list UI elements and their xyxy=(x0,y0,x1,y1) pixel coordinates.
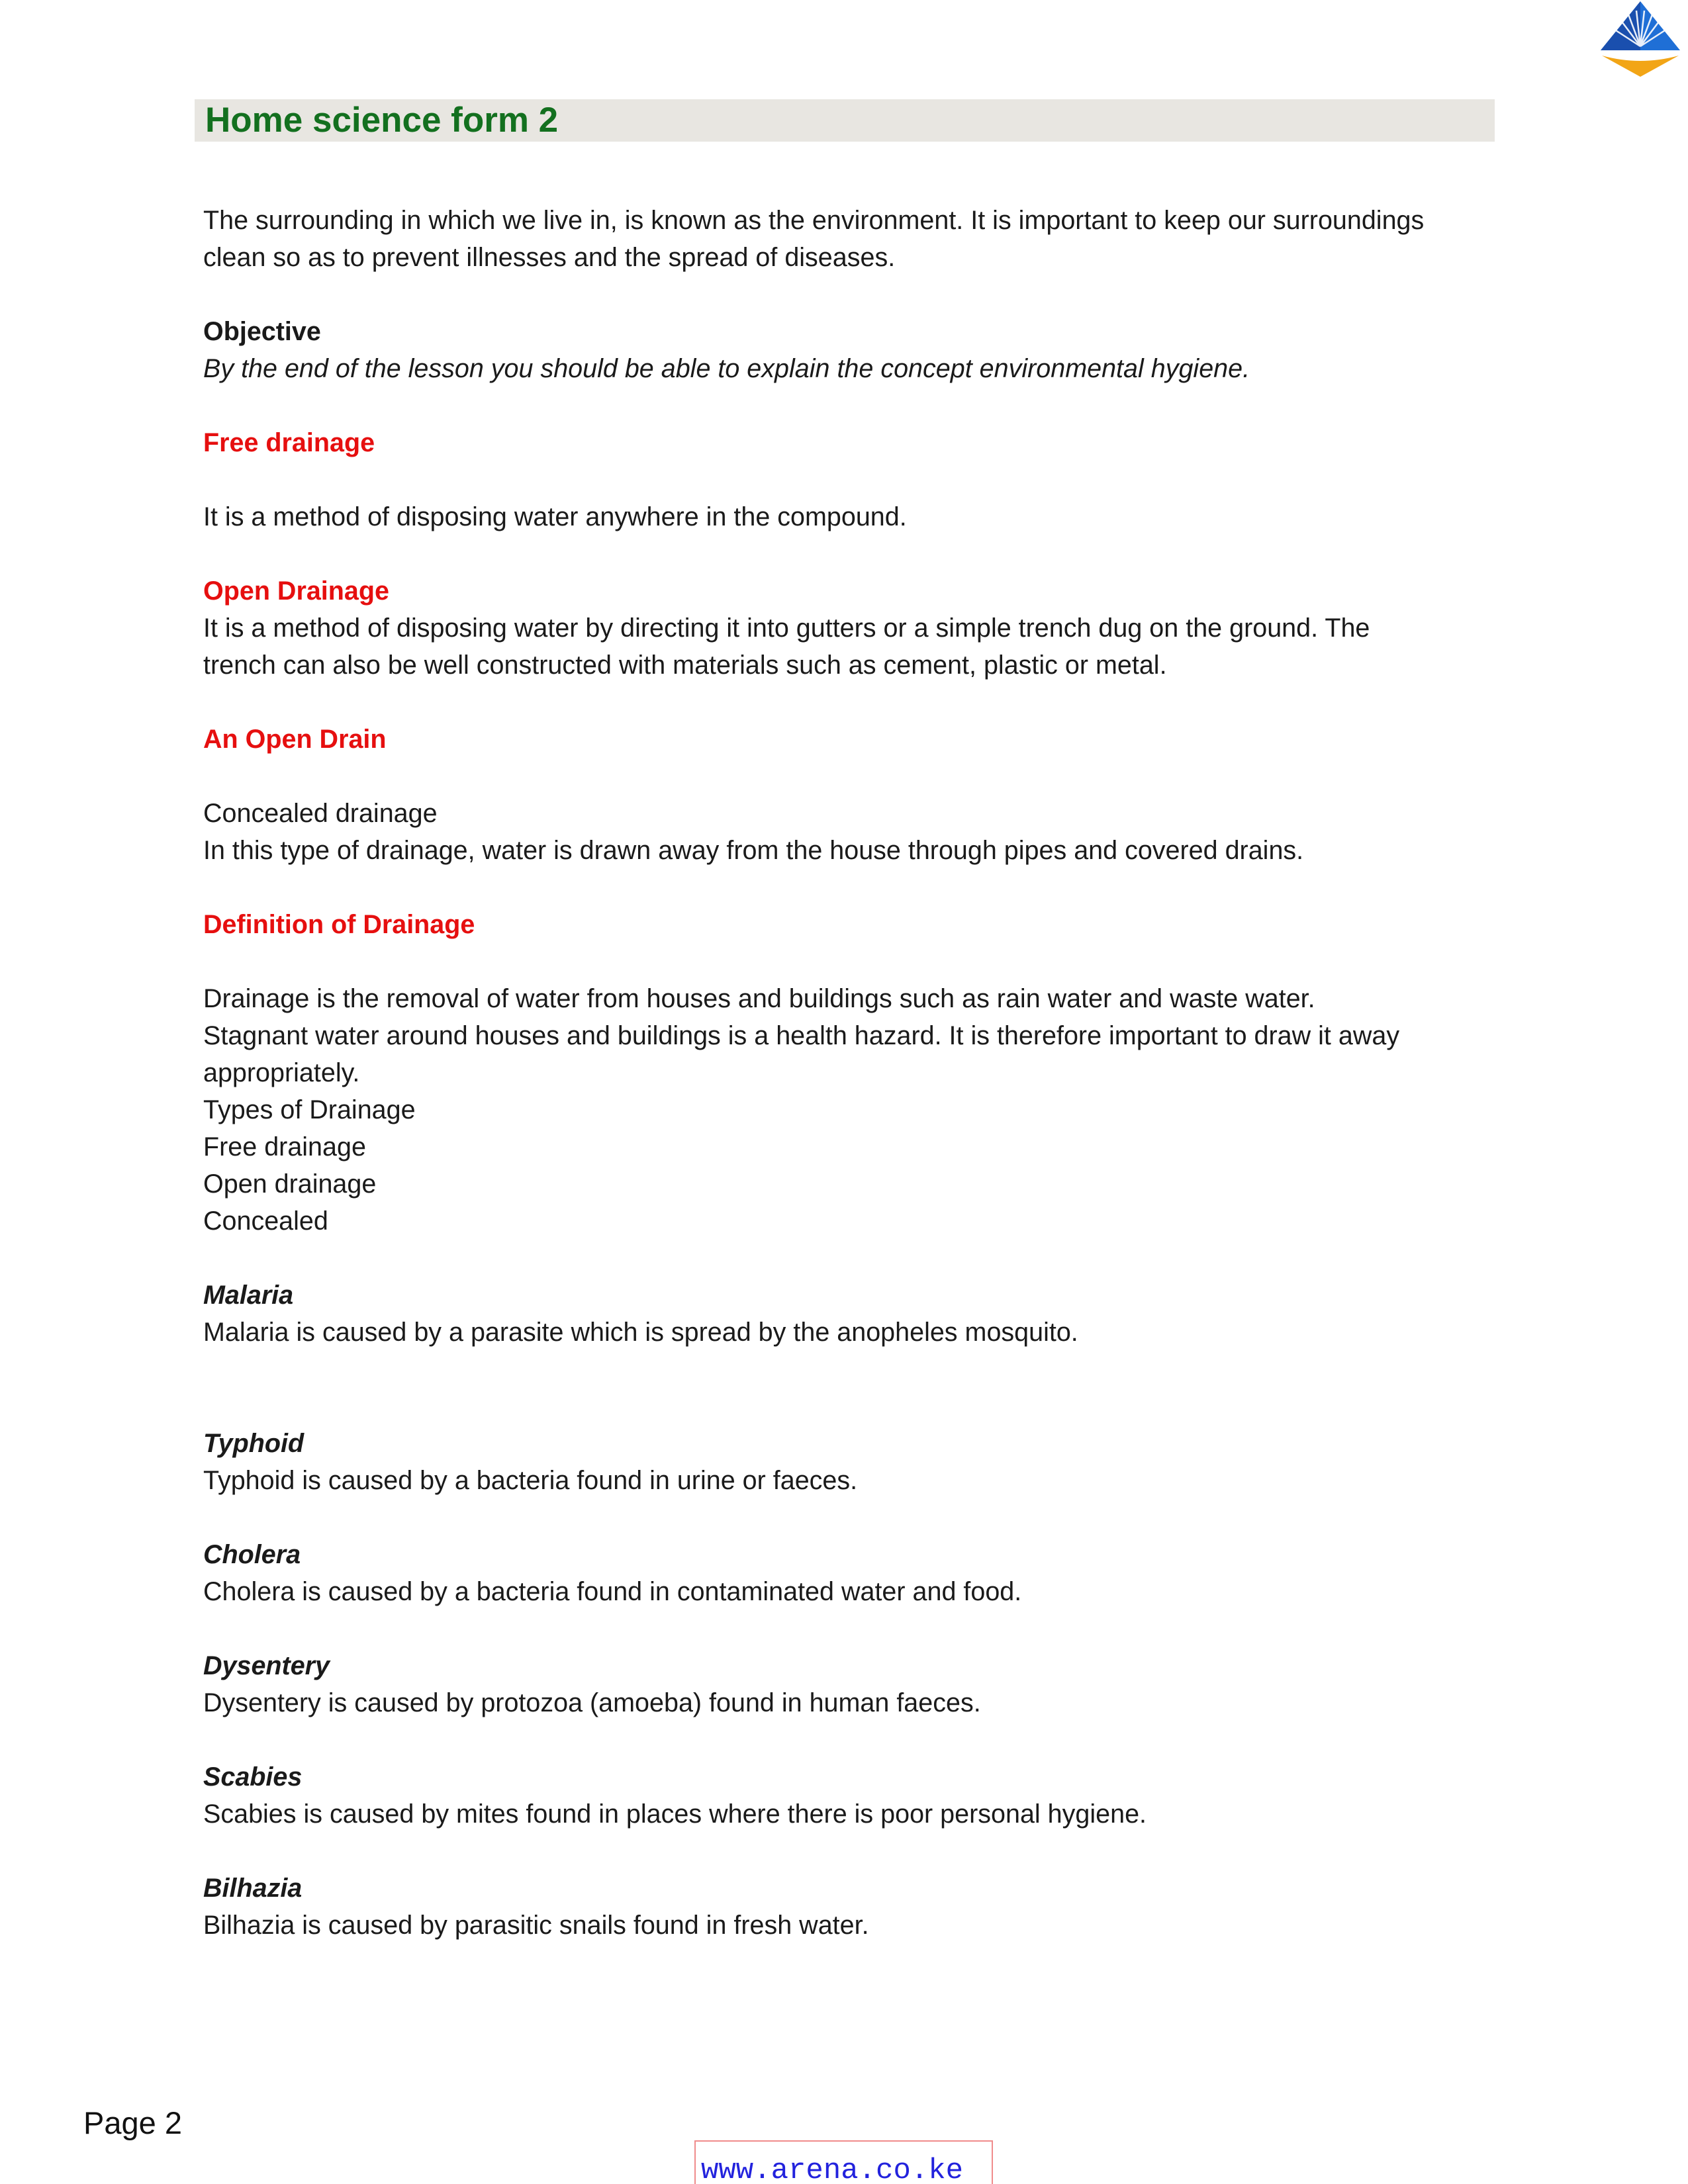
open-drainage-heading: Open Drainage xyxy=(203,576,389,606)
page-title: Home science form 2 xyxy=(205,101,559,140)
disease-text-bilhazia: Bilhazia is caused by parasitic snails found in fresh water. xyxy=(203,1911,869,1940)
disease-text-scabies: Scabies is caused by mites found in places where there is poor personal hygiene. xyxy=(203,1799,1147,1829)
open-drain-heading: An Open Drain xyxy=(203,725,387,754)
document-body xyxy=(203,202,1501,1944)
disease-text-typhoid: Typhoid is caused by a bacteria found in urine or faeces. xyxy=(203,1466,858,1495)
objective-text: By the end of the lesson you should be able to explain the concept environmental hygiene. xyxy=(203,354,1250,383)
open-drainage-line-1: It is a method of disposing water by directing it into gutters or a simple trench dug on the ground. The xyxy=(203,614,1370,643)
type-item: Concealed xyxy=(203,1206,328,1236)
definition-line-3: appropriately. xyxy=(203,1058,360,1087)
free-drainage-text: It is a method of disposing water anywhere in the compound. xyxy=(203,502,907,531)
title-bar xyxy=(195,99,1495,142)
objective-heading: Objective xyxy=(203,317,321,346)
disease-name-typhoid: Typhoid xyxy=(203,1429,305,1458)
definition-line-2: Stagnant water around houses and buildings is a health hazard. It is therefore important to draw it away xyxy=(203,1021,1400,1050)
open-drainage-line-2: trench can also be well constructed with materials such as cement, plastic or metal. xyxy=(203,651,1167,680)
page-number: Page 2 xyxy=(83,2105,182,2140)
definition-heading: Definition of Drainage xyxy=(203,910,475,939)
footer-url-link[interactable]: www.arena.co.ke xyxy=(701,2154,964,2184)
disease-name-scabies: Scabies xyxy=(203,1762,303,1792)
disease-name-dysentery: Dysentery xyxy=(203,1651,330,1680)
disease-text-malaria: Malaria is caused by a parasite which is spread by the anopheles mosquito. xyxy=(203,1318,1078,1347)
arena-logo-icon xyxy=(1594,0,1687,78)
types-heading: Types of Drainage xyxy=(203,1095,416,1124)
disease-name-bilhazia: Bilhazia xyxy=(203,1874,303,1903)
definition-line-1: Drainage is the removal of water from houses and buildings such as rain water and waste water. xyxy=(203,984,1315,1013)
intro-line-1: The surrounding in which we live in, is known as the environment. It is important to keep our surroundings xyxy=(203,206,1425,235)
concealed-drainage-heading: Concealed drainage xyxy=(203,799,438,828)
disease-name-malaria: Malaria xyxy=(203,1281,294,1310)
disease-name-cholera: Cholera xyxy=(203,1540,301,1569)
disease-text-dysentery: Dysentery is caused by protozoa (amoeba) found in human faeces. xyxy=(203,1688,981,1717)
type-item: Open drainage xyxy=(203,1169,377,1199)
intro-line-2: clean so as to prevent illnesses and the spread of diseases. xyxy=(203,243,896,272)
type-item: Free drainage xyxy=(203,1132,366,1161)
footer-url-box[interactable] xyxy=(694,2140,993,2184)
concealed-drainage-text: In this type of drainage, water is drawn away from the house through pipes and covered drains. xyxy=(203,836,1304,865)
free-drainage-heading: Free drainage xyxy=(203,428,375,457)
disease-text-cholera: Cholera is caused by a bacteria found in contaminated water and food. xyxy=(203,1577,1022,1606)
